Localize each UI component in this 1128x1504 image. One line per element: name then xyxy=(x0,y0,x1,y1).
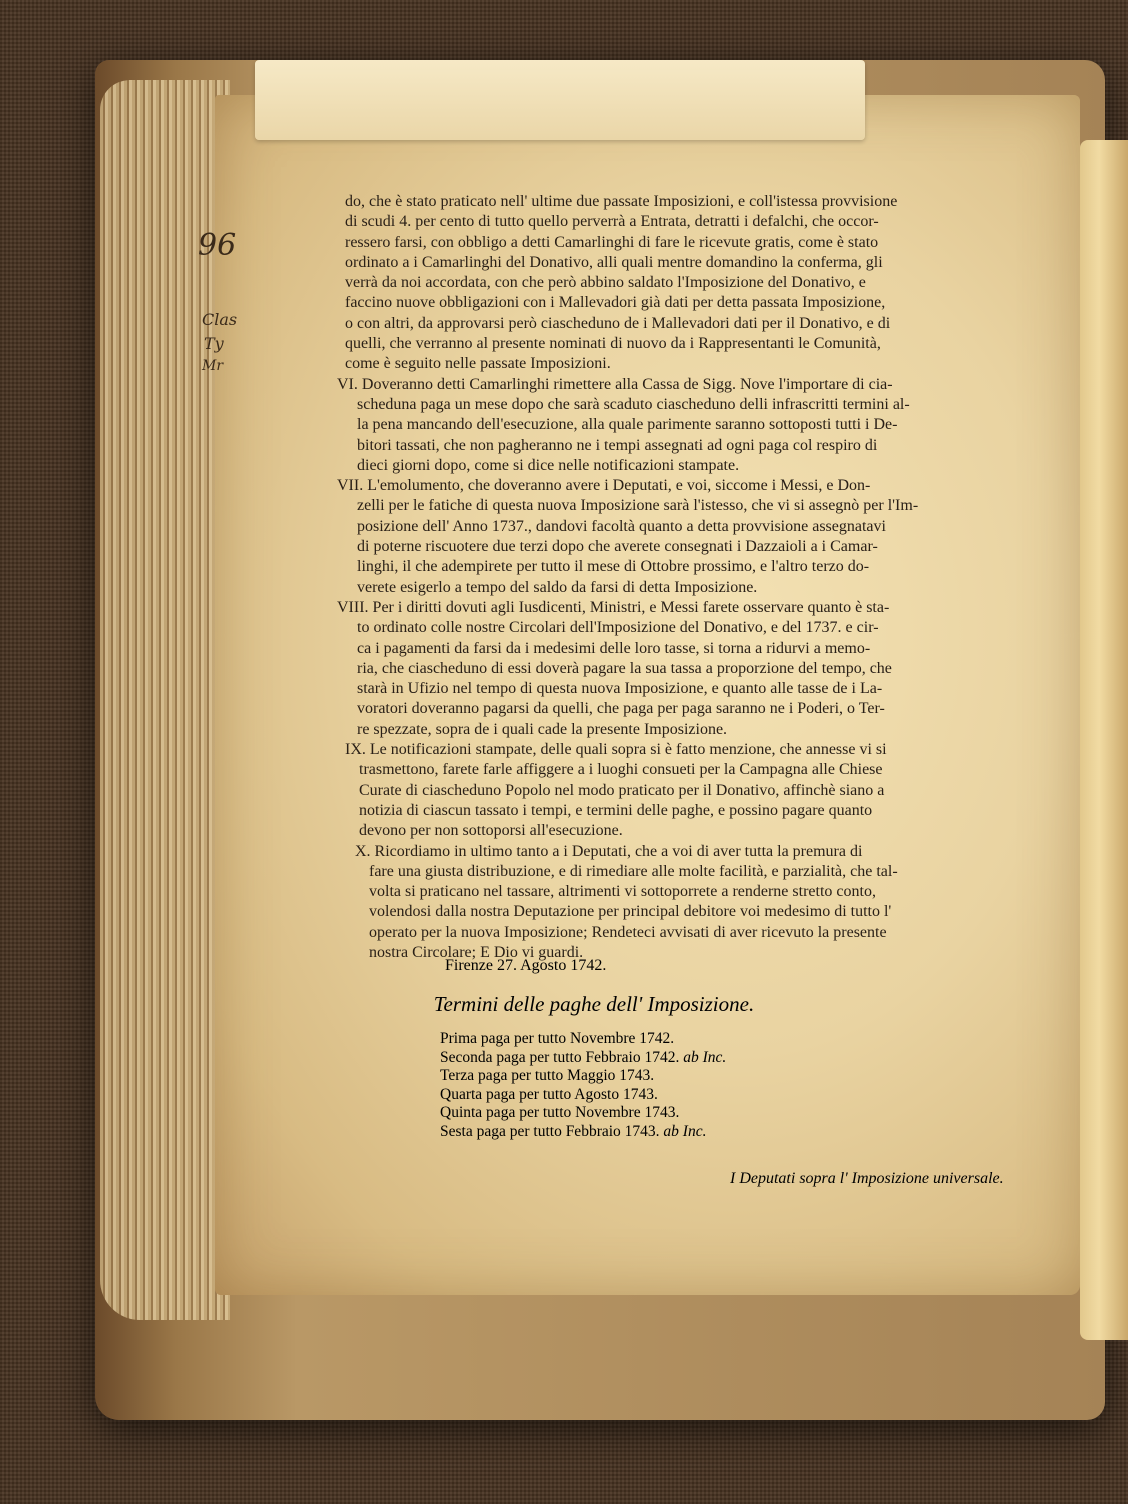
text-line: ria, che ciascheduno di essi doverà pagare la sua tassa a proporzione del tempo, che xyxy=(357,659,892,677)
text-line: linghi, il che adempirete per tutto il mese di Ottobre prossimo, e l'altro terzo do- xyxy=(357,558,870,576)
term-label: Quarta paga per tutto Agosto 1743. xyxy=(440,1085,658,1103)
date-signoff: Firenze 27. Agosto 1742. xyxy=(445,957,607,974)
text-line: scheduna paga un mese dopo che sarà scaduto ciascheduno delli infrascritti termini al- xyxy=(357,395,910,413)
text-line: nostra Circolare; E Dio vi guardi. xyxy=(369,943,584,961)
term-label: Prima paga per tutto Novembre 1742. xyxy=(440,1030,675,1047)
text-line: posizione dell' Anno 1737., dandovi facoltà quanto a detta provvisione assegnatavi xyxy=(357,517,886,535)
term-label: Quinta paga per tutto Novembre 1743. xyxy=(440,1104,680,1121)
margin-note: Clas xyxy=(202,310,238,329)
text-line: o con altri, da approvarsi però ciascheduno de i Mallevadori dati per il Donativo, e di xyxy=(345,314,891,332)
text-line: ordinato a i Camarlinghi del Donativo, alli quali mentre domandino la conferma, gli xyxy=(345,253,883,271)
text-line: ressero farsi, con obbligo a detti Camarlinghi di fare le ricevute gratis, come è stato xyxy=(345,233,879,251)
term-suffix: ab Inc. xyxy=(663,1122,707,1140)
text-line: Curate di ciascheduno Popolo nel modo praticato per il Donativo, affinchè siano a xyxy=(359,781,885,799)
paragraph-ix: IX. Le notificazioni stampate, delle quali sopra si è fatto menzione, che annesse vi si xyxy=(345,741,887,759)
text-line: re spezzate, sopra de i quali cade la presente Imposizione. xyxy=(357,720,728,738)
term-label: Seconda paga per tutto Febbraio 1742. xyxy=(440,1048,680,1066)
text-line: quelli, che verranno al presente nominati di nuovo da i Rappresentanti le Comunità, xyxy=(345,335,881,353)
text-line: voratori doveranno pagarsi da quelli, che paga per paga saranno ne i Poderi, o Ter- xyxy=(357,700,885,718)
text-line: dieci giorni dopo, come si dice nelle notificazioni stampate. xyxy=(357,456,740,474)
text-line: verrà da noi accordata, con che però abbino saldato l'Imposizione del Donativo, e xyxy=(345,274,866,292)
text-line: operato per la nuova Imposizione; Rendeteci avvisati di aver ricevuto la presente xyxy=(369,923,887,941)
text-line: zelli per le fatiche di questa nuova Imposizione sarà l'istesso, che vi si assegnò per l'Im- xyxy=(357,497,919,515)
text-line: to ordinato colle nostre Circolari dell'Imposizione del Donativo, e del 1737. e cir- xyxy=(357,619,879,637)
text-line: do, che è stato praticato nell' ultime due passate Imposizioni, e coll'istessa provvisione xyxy=(345,193,898,210)
margin-note: 96 xyxy=(198,228,237,263)
margin-note: Ty xyxy=(204,334,224,353)
text-line: volendosi dalla nostra Deputazione per principal debitore voi medesimo di tutto l' xyxy=(369,903,892,921)
deputies-signature: I Deputati sopra l' Imposizione universale. xyxy=(730,1170,1004,1187)
text-line: verete esigerlo a tempo del saldo da farsi di detta Imposizione. xyxy=(357,578,758,596)
text-line: ca i pagamenti da farsi da i medesimi delle loro tasse, si torna a ridurvi a memo- xyxy=(357,639,871,657)
list-item xyxy=(440,1030,860,1049)
text-line: bitori tassati, che non pagheranno ne i tempi assegnati ad ogni paga col respiro di xyxy=(357,436,878,454)
paragraph-vi: VI. Doveranno detti Camarlinghi rimettere alla Cassa de Sigg. Nove l'importare di cia- xyxy=(337,375,893,393)
text-line: la pena mancando dell'esecuzione, alla quale parimente saranno sottoposti tutti i De- xyxy=(357,416,898,434)
margin-note: Mr xyxy=(202,358,224,374)
text-line: trasmettono, farete farle affiggere a i luoghi consueti per la Campagna alle Chiese xyxy=(359,761,883,779)
text-line: starà in Ufizio nel tempo di questa nuova Imposizione, e quanto alle tasse de i La- xyxy=(357,680,883,698)
text-line: faccino nuove obbligazioni con i Mallevadori già dati per detta passata Imposizione, xyxy=(345,294,886,312)
list-item xyxy=(440,1104,860,1123)
section-title: Termini delle paghe dell' Imposizione. xyxy=(433,992,755,1016)
text-line: di scudi 4. per cento di tutto quello perverrà a Entrata, detratti i defalchi, che occor- xyxy=(345,213,879,231)
list-item xyxy=(440,1049,860,1068)
adjacent-book xyxy=(1080,140,1128,1340)
term-label: Terza paga per tutto Maggio 1743. xyxy=(440,1067,655,1084)
text-line: devono per non sottoporsi all'esecuzione. xyxy=(359,822,623,840)
payment-terms-list xyxy=(440,1030,860,1141)
text-line: volta si praticano nel tassare, altrimenti vi sottoporrete a renderne stretto conto, xyxy=(369,883,876,901)
list-item xyxy=(440,1067,860,1086)
paragraph-x: X. Ricordiamo in ultimo tanto a i Deputati, che a voi di aver tutta la premura di xyxy=(355,842,863,860)
text-line: fare una giusta distribuzione, e di rimediare alle molte facilità, e parzialità, che tal- xyxy=(369,862,898,880)
term-label: Sesta paga per tutto Febbraio 1743. xyxy=(440,1122,660,1140)
paragraph-viii: VIII. Per i diritti dovuti agli Iusdicenti, Ministri, e Messi farete osservare quanto è sta- xyxy=(337,598,890,616)
text-line: notizia di ciascun tassato i tempi, e termini delle paghe, e possino pagare quanto xyxy=(359,801,873,819)
paper-strip xyxy=(255,60,865,140)
circular-body-text xyxy=(337,192,1045,963)
list-item xyxy=(440,1123,860,1142)
term-suffix: ab Inc. xyxy=(683,1048,727,1066)
paragraph-vii: VII. L'emolumento, che doveranno avere i Deputati, e voi, siccome i Messi, e Don- xyxy=(337,477,871,495)
list-item xyxy=(440,1086,860,1105)
text-line: come è seguito nelle passate Imposizioni. xyxy=(345,355,611,373)
margin-annotations xyxy=(190,228,250,388)
text-line: di poterne riscuotere due terzi dopo che averete consegnati i Dazzaioli a i Camar- xyxy=(357,538,878,556)
